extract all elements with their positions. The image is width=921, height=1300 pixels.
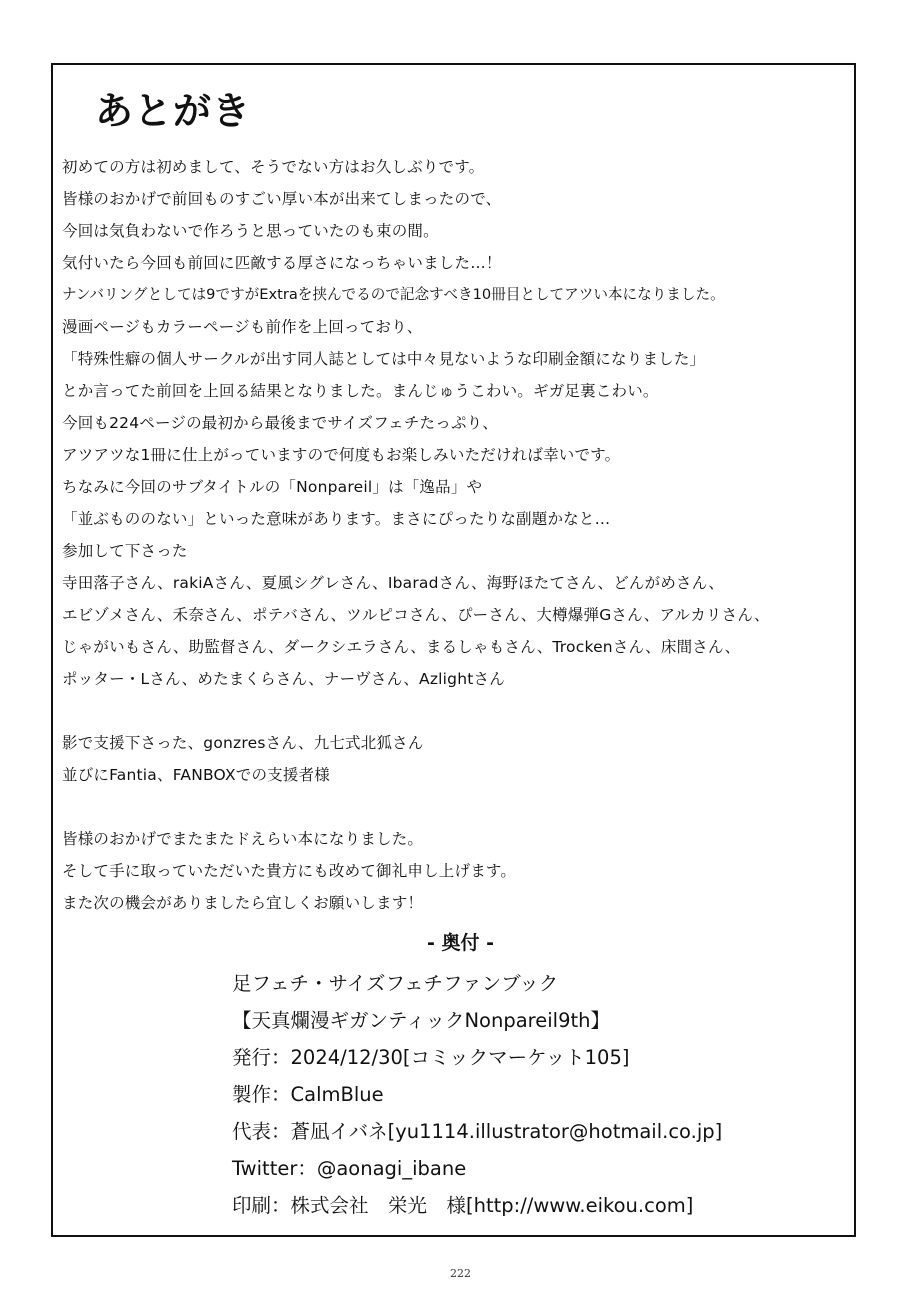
body-line: 初めての方は初めまして、そうでない方はお久しぶりです。 <box>62 158 485 176</box>
body-line: 参加して下さった <box>62 542 188 560</box>
blank-line <box>62 791 852 823</box>
body-line: じゃがいもさん、助監督さん、ダークシエラさん、まるしゃもさん、Trockenさん、床間さん、 <box>62 638 741 656</box>
colophon-title: - 奥付 - <box>426 932 494 954</box>
body-line: エビゾメさん、禾奈さん、ポテバさん、ツルピコさん、ぴーさん、大樽爆弾Gさん、アルカリさん、 <box>62 606 770 624</box>
colophon-line: 発行：2024/12/30[コミックマーケット105] <box>232 1046 630 1069</box>
colophon-line: 【天真爛漫ギガンティックNonpareil9th】 <box>232 1009 610 1032</box>
body-line: また次の機会がありましたら宜しくお願いします！ <box>62 894 424 912</box>
colophon-line: Twitter：@aonagi_ibane <box>232 1157 467 1180</box>
colophon-line: 代表：蒼凪イバネ[yu1114.illustrator@hotmail.co.jp] <box>232 1120 723 1143</box>
body-line: 皆様のおかげで前回ものすごい厚い本が出来てしまったので、 <box>62 190 502 208</box>
afterword-body <box>62 151 852 919</box>
body-line: 今回は気負わないで作ろうと思っていたのも束の間。 <box>62 222 439 240</box>
colophon-line: 印刷：株式会社 栄光 様[http://www.eikou.com] <box>232 1194 694 1217</box>
blank-line <box>62 695 852 727</box>
body-line: 影で支援下さった、gonzresさん、九七式北狐さん <box>62 734 424 752</box>
body-line: 並びにFantia、FANBOXでの支援者様 <box>62 766 330 784</box>
body-line: 漫画ページもカラーページも前作を上回っており、 <box>62 318 423 336</box>
colophon-line: 製作：CalmBlue <box>232 1083 384 1106</box>
colophon-details <box>232 965 722 1224</box>
body-line: アツアツな1冊に仕上がっていますので何度もお楽しみいただければ幸いです。 <box>62 446 621 464</box>
body-line: 寺田落子さん、rakiAさん、夏風シグレさん、Ibaradさん、海野ほたてさん、どんがめさん、 <box>62 574 725 592</box>
colophon-line: 足フェチ・サイズフェチファンブック <box>232 972 559 995</box>
body-line: とか言ってた前回を上回る結果となりました。まんじゅうこわい。ギガ足裏こわい。 <box>62 382 659 400</box>
page-number: 222 <box>450 1267 471 1280</box>
body-line: 今回も224ページの最初から最後までサイズフェチたっぷり、 <box>62 414 499 432</box>
afterword-heading: あとがき <box>95 89 252 133</box>
body-line: 気付いたら今回も前回に匹敵する厚さになっちゃいました…！ <box>62 254 502 272</box>
body-line: 「並ぶもののない」といった意味があります。まさにぴったりな副題かなと… <box>62 510 611 528</box>
body-line: そして手に取っていただいた貴方にも改めて御礼申し上げます。 <box>62 862 517 880</box>
body-line: ちなみに今回のサブタイトルの「Nonpareil」は「逸品」や <box>62 478 483 496</box>
body-line: 皆様のおかげでまたまたドえらい本になりました。 <box>62 830 424 848</box>
body-line: ナンバリングとしては9ですがExtraを挟んでるので記念すべき10冊目としてアツい本になりました。 <box>62 286 725 303</box>
body-line: 「特殊性癖の個人サークルが出す同人誌としては中々見ないような印刷金額になりました」 <box>62 350 706 368</box>
body-line: ポッター・Lさん、めたまくらさん、ナーヴさん、Azlightさん <box>62 670 505 688</box>
